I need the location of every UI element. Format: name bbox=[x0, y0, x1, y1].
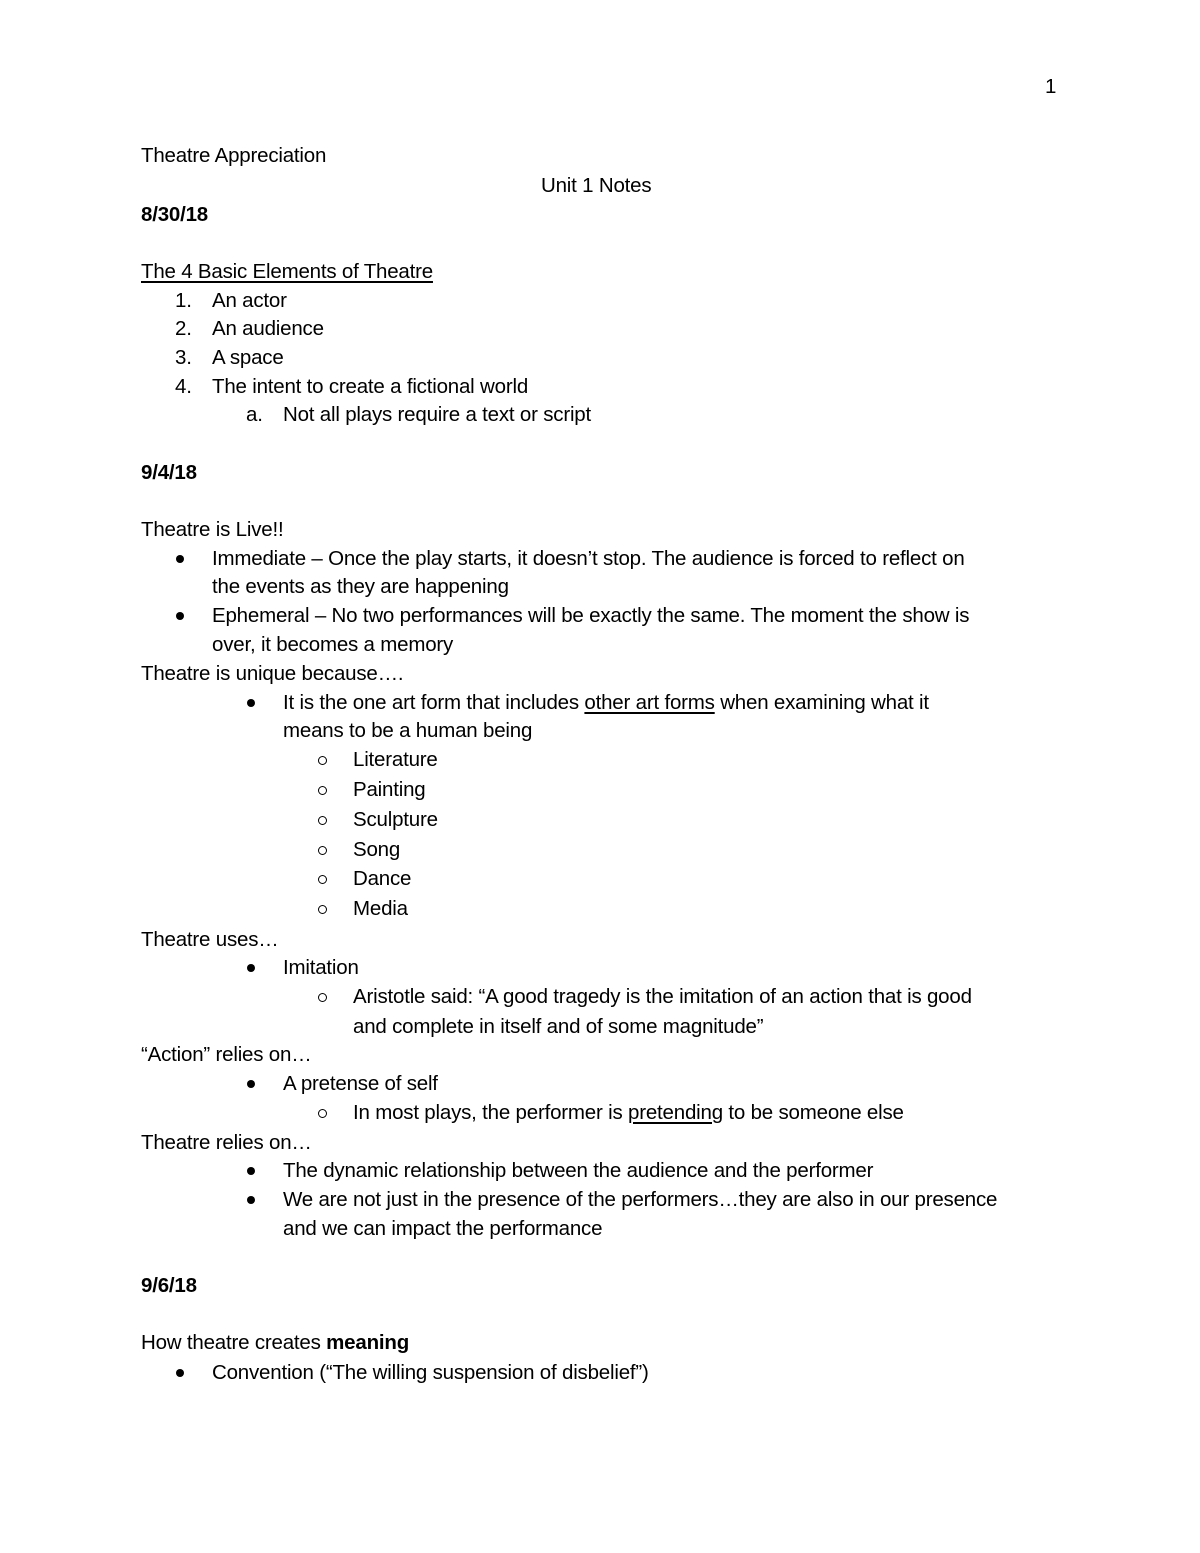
bullet-text: Immediate – Once the play starts, it doesn’t stop. The audience is forced to reflect on bbox=[212, 547, 965, 570]
date-heading: 9/6/18 bbox=[141, 1274, 197, 1297]
circle-bullet-icon bbox=[318, 993, 327, 1002]
section-heading: Theatre uses… bbox=[141, 928, 279, 951]
section-heading bbox=[141, 1331, 409, 1356]
bullet-icon bbox=[176, 1369, 184, 1377]
section-heading: Theatre is unique because…. bbox=[141, 662, 404, 685]
bullet-text: A pretense of self bbox=[283, 1072, 438, 1095]
art-form-item: Sculpture bbox=[353, 808, 438, 831]
page-number: 1 bbox=[1045, 75, 1057, 98]
bullet-text: The dynamic relationship between the audience and the performer bbox=[283, 1159, 874, 1182]
section-heading: The 4 Basic Elements of Theatre bbox=[141, 260, 433, 283]
circle-bullet-icon bbox=[318, 1109, 327, 1118]
underlined-phrase: other art forms bbox=[584, 691, 715, 714]
bullet-text-continued: means to be a human being bbox=[283, 719, 533, 742]
list-item: A space bbox=[212, 346, 284, 369]
date-heading: 9/4/18 bbox=[141, 461, 197, 484]
text-segment: to be someone else bbox=[722, 1101, 904, 1124]
list-subitem: Not all plays require a text or script bbox=[283, 403, 591, 426]
list-number: 4. bbox=[175, 375, 192, 398]
circle-bullet-icon bbox=[318, 846, 327, 855]
list-number: 2. bbox=[175, 317, 192, 340]
bullet-icon bbox=[247, 964, 255, 972]
bold-word: meaning bbox=[326, 1331, 410, 1354]
section-heading: Theatre is Live!! bbox=[141, 518, 284, 541]
list-item: An actor bbox=[212, 289, 287, 312]
section-heading: “Action” relies on… bbox=[141, 1043, 312, 1066]
art-form-item: Media bbox=[353, 897, 408, 920]
bullet-text-continued: the events as they are happening bbox=[212, 575, 509, 598]
art-form-item: Song bbox=[353, 838, 401, 861]
bullet-text bbox=[283, 691, 929, 716]
course-title: Theatre Appreciation bbox=[141, 144, 327, 167]
circle-bullet-icon bbox=[318, 905, 327, 914]
date-heading: 8/30/18 bbox=[141, 203, 208, 226]
list-letter: a. bbox=[246, 403, 263, 426]
bullet-text: Convention (“The willing suspension of disbelief”) bbox=[212, 1361, 649, 1384]
bullet-icon bbox=[176, 555, 184, 563]
sub-bullet-text bbox=[353, 1101, 904, 1126]
bullet-icon bbox=[176, 612, 184, 620]
bullet-text: Ephemeral – No two performances will be exactly the same. The moment the show is bbox=[212, 604, 970, 627]
list-item: The intent to create a fictional world bbox=[212, 375, 529, 398]
art-form-item: Painting bbox=[353, 778, 426, 801]
list-number: 3. bbox=[175, 346, 192, 369]
list-number: 1. bbox=[175, 289, 192, 312]
bullet-text: We are not just in the presence of the performers…they are also in our presence bbox=[283, 1188, 998, 1211]
document-title: Unit 1 Notes bbox=[541, 174, 652, 197]
list-item: An audience bbox=[212, 317, 324, 340]
art-form-item: Literature bbox=[353, 748, 438, 771]
bullet-text-continued: and we can impact the performance bbox=[283, 1217, 603, 1240]
section-heading: Theatre relies on… bbox=[141, 1131, 312, 1154]
bullet-text-continued: over, it becomes a memory bbox=[212, 633, 454, 656]
circle-bullet-icon bbox=[318, 816, 327, 825]
circle-bullet-icon bbox=[318, 875, 327, 884]
circle-bullet-icon bbox=[318, 786, 327, 795]
bullet-text: Imitation bbox=[283, 956, 359, 979]
underlined-phrase: pretending bbox=[628, 1101, 723, 1124]
text-segment: In most plays, the performer is bbox=[353, 1101, 629, 1124]
sub-bullet-text: Aristotle said: “A good tragedy is the imitation of an action that is good bbox=[353, 985, 972, 1008]
text-segment: It is the one art form that includes bbox=[283, 691, 585, 714]
bullet-icon bbox=[247, 1167, 255, 1175]
circle-bullet-icon bbox=[318, 756, 327, 765]
bullet-icon bbox=[247, 699, 255, 707]
text-segment: when examining what it bbox=[714, 691, 929, 714]
art-form-item: Dance bbox=[353, 867, 412, 890]
bullet-icon bbox=[247, 1080, 255, 1088]
text-segment: How theatre creates bbox=[141, 1331, 327, 1354]
sub-bullet-text-continued: and complete in itself and of some magnitude” bbox=[353, 1015, 764, 1038]
bullet-icon bbox=[247, 1196, 255, 1204]
